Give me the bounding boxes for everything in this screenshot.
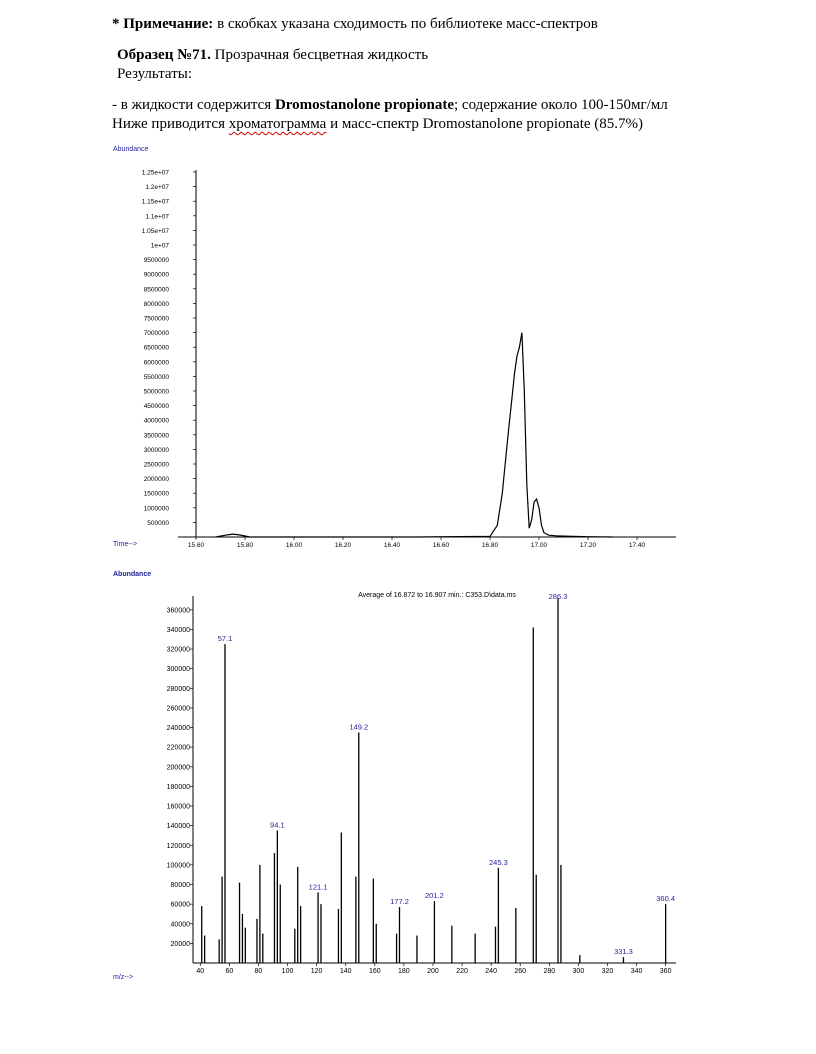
y-tick-label: 1.25e+07	[141, 169, 169, 177]
x-tick-label: 17.40	[628, 542, 646, 549]
spectrum-ylabel: Abundance	[113, 571, 152, 578]
note-label: * Примечание:	[112, 16, 214, 32]
y-tick-label: 500000	[147, 519, 169, 527]
x-tick-label: 16.00	[285, 542, 303, 549]
y-tick-label: 9000000	[143, 271, 169, 279]
below-prefix: Ниже приводится	[112, 116, 229, 132]
y-tick-label: 8000000	[143, 300, 169, 308]
x-tick-label: 220	[456, 968, 468, 975]
y-tick-label: 1.15e+07	[141, 198, 169, 206]
y-tick-label: 3500000	[143, 432, 169, 440]
x-tick-label: 40	[196, 968, 205, 975]
y-tick-label: 4000000	[143, 417, 169, 425]
y-tick-label: 60000	[170, 901, 190, 909]
y-tick-label: 5500000	[143, 373, 169, 381]
y-tick-label: 200000	[166, 764, 190, 772]
x-tick-label: 160	[368, 968, 381, 975]
y-tick-label: 20000	[170, 940, 190, 948]
y-tick-label: 280000	[166, 685, 190, 693]
y-tick-label: 1.2e+07	[145, 184, 169, 192]
y-tick-label: 180000	[166, 783, 190, 791]
x-tick-label: 320	[601, 968, 614, 975]
y-tick-label: 120000	[166, 842, 190, 850]
y-tick-label: 1e+07	[150, 242, 169, 250]
x-tick-label: 16.20	[334, 542, 352, 549]
sample-text: Прозрачная бесцветная жидкость	[210, 47, 429, 63]
x-tick-label: 120	[310, 968, 323, 975]
y-tick-label: 1500000	[143, 490, 169, 498]
y-tick-label: 7500000	[143, 315, 169, 323]
x-tick-label: 16.60	[432, 542, 450, 549]
y-tick-label: 260000	[166, 705, 190, 713]
x-tick-label: 280	[543, 968, 556, 975]
y-tick-label: 2500000	[143, 461, 169, 469]
peak-label: 94.1	[270, 820, 285, 830]
y-tick-label: 6500000	[143, 344, 169, 352]
spectrum-title: Average of 16.872 to 16.907 min.: C353.D\data.ms	[358, 592, 516, 599]
y-tick-label: 1000000	[143, 505, 169, 513]
peak-label: 57.1	[217, 634, 233, 644]
y-tick-label: 300000	[166, 666, 190, 674]
y-tick-label: 9500000	[143, 257, 169, 265]
finding-prefix: - в жидкости содержится	[112, 97, 275, 113]
x-tick-label: 300	[572, 968, 585, 975]
y-tick-label: 6000000	[143, 359, 169, 367]
sample-label: Образец №71.	[117, 47, 211, 63]
x-tick-label: 80	[254, 968, 263, 975]
y-tick-label: 340000	[166, 626, 190, 634]
y-tick-label: 8500000	[143, 286, 169, 294]
below-word: хроматограмма	[228, 116, 327, 132]
finding-suffix: ; содержание около 100-150мг/мл	[454, 97, 668, 113]
x-tick-label: 15.60	[187, 542, 205, 549]
y-tick-label: 7000000	[143, 330, 169, 338]
x-tick-label: 340	[630, 968, 643, 975]
y-tick-label: 220000	[166, 744, 190, 752]
y-tick-label: 80000	[170, 882, 190, 890]
x-tick-label: 260	[514, 968, 527, 975]
y-tick-label: 320000	[166, 646, 190, 654]
peak-label: 201.2	[425, 891, 444, 901]
x-tick-label: 16.80	[481, 542, 499, 549]
x-tick-label: 17.20	[579, 542, 597, 549]
x-tick-label: 60	[225, 968, 234, 975]
x-tick-label: 240	[485, 968, 497, 975]
results-heading: Результаты:	[117, 66, 192, 82]
y-tick-label: 40000	[170, 921, 190, 929]
y-tick-label: 2000000	[143, 476, 169, 484]
y-tick-label: 100000	[166, 862, 190, 870]
x-tick-label: 15.80	[236, 542, 254, 549]
peak-label: 149.2	[349, 722, 369, 732]
chromatogram-xlabel: Time-->	[113, 541, 138, 548]
y-tick-label: 140000	[166, 823, 190, 831]
x-tick-label: 16.40	[383, 542, 401, 549]
x-tick-label: 100	[281, 968, 294, 975]
y-tick-label: 3000000	[143, 446, 169, 454]
peak-label: 177.2	[390, 897, 409, 907]
y-tick-label: 240000	[166, 725, 190, 733]
x-tick-label: 200	[427, 968, 439, 975]
peak-label: 121.1	[308, 882, 328, 892]
peak-label: 360.4	[656, 894, 676, 904]
y-tick-label: 1.1e+07	[145, 213, 169, 221]
y-tick-label: 4500000	[143, 403, 169, 411]
x-tick-label: 140	[339, 968, 352, 975]
y-tick-label: 160000	[166, 803, 190, 811]
y-tick-label: 5000000	[143, 388, 169, 396]
chromatogram-ylabel: Abundance	[113, 146, 149, 153]
peak-label: 286.3	[548, 592, 568, 601]
spectrum-xlabel: m/z-->	[113, 974, 134, 981]
peak-label: 245.3	[489, 857, 508, 867]
finding-compound: Dromostanolone propionate	[274, 97, 454, 113]
below-suffix: и масс-спектр Dromostanolone propionate (85.7%)	[326, 116, 644, 132]
x-tick-label: 180	[398, 968, 410, 975]
y-tick-label: 1.05e+07	[141, 227, 169, 235]
x-tick-label: 17.00	[530, 542, 548, 549]
x-tick-label: 360	[659, 968, 672, 975]
note-text: в скобках указана сходимость по библиотеке масс-спектров	[213, 16, 598, 32]
peak-label: 331.3	[614, 947, 633, 957]
y-tick-label: 360000	[166, 607, 190, 615]
